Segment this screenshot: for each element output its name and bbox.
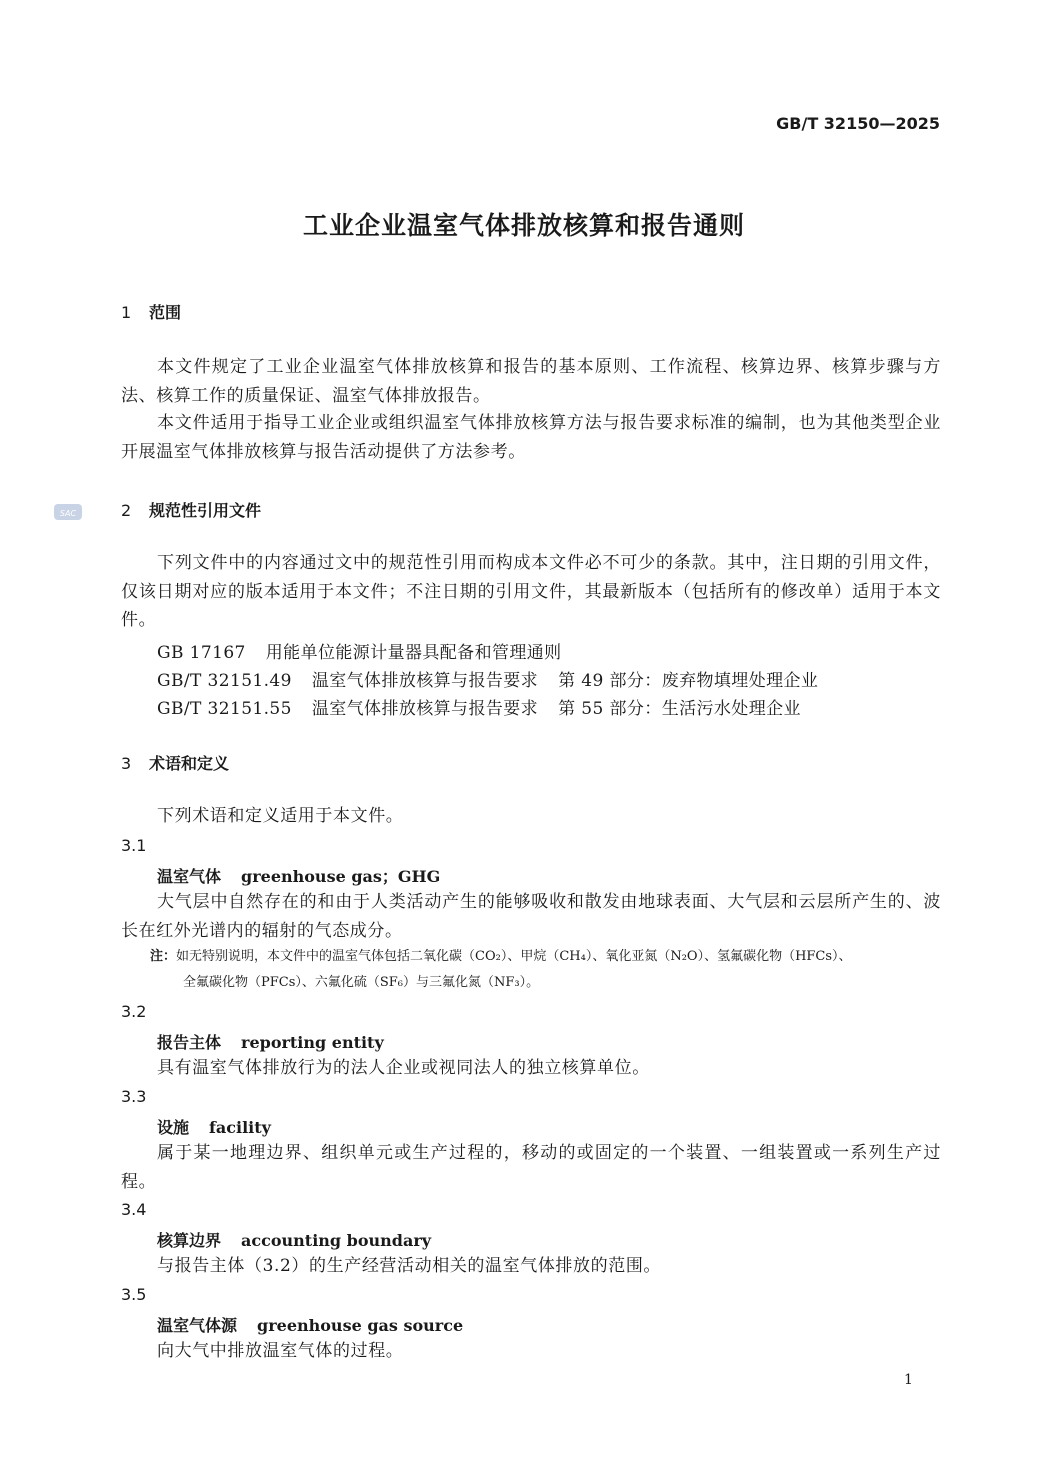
- term-number: 3.1: [121, 836, 147, 855]
- reference-title: 温室气体排放核算与报告要求: [311, 671, 539, 691]
- section-title: 规范性引用文件: [149, 501, 262, 520]
- section-title: 术语和定义: [149, 754, 230, 773]
- note-label: 注：: [150, 949, 177, 964]
- note-text-line-1: 如无特别说明，本文件中的温室气体包括二氧化碳（CO₂）、甲烷（CH₄）、氧化亚氮（N₂O）、氢氟碳化物（HFCs）、: [176, 949, 852, 964]
- svg-text:SAC: SAC: [59, 509, 77, 518]
- term-chinese: 设施: [157, 1118, 190, 1137]
- term-chinese: 温室气体: [157, 867, 222, 886]
- section-number: 3: [121, 754, 132, 773]
- term-heading: [157, 1030, 384, 1053]
- section-number: 1: [121, 303, 132, 322]
- term-definition: 属于某一地理边界、组织单元或生产过程的，移动的或固定的一个装置、一组装置或一系列生产过程。: [121, 1143, 941, 1192]
- page-number: 1: [904, 1372, 913, 1388]
- term-note: [150, 944, 950, 996]
- term-chinese: 核算边界: [157, 1231, 222, 1250]
- note-text-line-2: 全氟碳化物（PFCs）、六氟化硫（SF₆）与三氟化氮（NF₃）。: [183, 975, 540, 990]
- terms-intro: 下列术语和定义适用于本文件。: [157, 806, 404, 826]
- reference-item: [157, 666, 818, 691]
- term-heading: [157, 1115, 271, 1138]
- reference-code: GB 17167: [157, 643, 246, 663]
- term-heading: [157, 1228, 431, 1251]
- term-heading: [157, 864, 440, 887]
- document-title: 工业企业温室气体排放核算和报告通则: [302, 211, 745, 240]
- standard-code: GB/T 32150—2025: [776, 114, 940, 133]
- section-1-heading: [121, 300, 181, 323]
- scope-paragraph-1: 本文件规定了工业企业温室气体排放核算和报告的基本原则、工作流程、核算边界、核算步骤与方法、核算工作的质量保证、温室气体排放报告。: [121, 357, 941, 406]
- reference-title: 用能单位能源计量器具配备和管理通则: [265, 643, 562, 663]
- reference-title: 温室气体排放核算与报告要求: [311, 699, 539, 719]
- term-number: 3.2: [121, 1002, 147, 1021]
- term-english: accounting boundary: [241, 1231, 432, 1250]
- reference-code: GB/T 32151.49: [157, 671, 292, 691]
- term-number: 3.3: [121, 1087, 147, 1106]
- term-number: 3.4: [121, 1200, 147, 1219]
- reference-part: 第 49 部分：废弃物填埋处理企业: [558, 671, 819, 691]
- scope-paragraph-2: 本文件适用于指导工业企业或组织温室气体排放核算方法与报告要求标准的编制，也为其他类型企业开展温室气体排放核算与报告活动提供了方法参考。: [121, 413, 941, 462]
- section-title: 范围: [149, 303, 182, 322]
- term-definition: 与报告主体（3.2）的生产经营活动相关的温室气体排放的范围。: [157, 1256, 662, 1276]
- normative-intro: 下列文件中的内容通过文中的规范性引用而构成本文件必不可少的条款。其中，注日期的引用文件，仅该日期对应的版本适用于本文件；不注日期的引用文件，其最新版本（包括所有的修改单）适用于本文件。: [121, 553, 941, 630]
- term-definition: 向大气中排放温室气体的过程。: [157, 1341, 404, 1361]
- reference-code: GB/T 32151.55: [157, 699, 292, 719]
- section-3-heading: [121, 751, 229, 774]
- term-definition: 具有温室气体排放行为的法人企业或视同法人的独立核算单位。: [157, 1058, 650, 1078]
- reference-item: [157, 694, 801, 719]
- reference-item: [157, 638, 562, 663]
- stamp-logo-icon: [53, 502, 83, 522]
- term-definition: 大气层中自然存在的和由于人类活动产生的能够吸收和散发由地球表面、大气层和云层所产生的、波长在红外光谱内的辐射的气态成分。: [121, 892, 941, 941]
- term-heading: [157, 1313, 463, 1336]
- term-english: facility: [209, 1118, 271, 1137]
- section-2-heading: [121, 498, 261, 521]
- term-english: reporting entity: [241, 1033, 384, 1052]
- term-chinese: 温室气体源: [157, 1316, 238, 1335]
- reference-part: 第 55 部分：生活污水处理企业: [558, 699, 801, 719]
- term-english: greenhouse gas；GHG: [241, 867, 441, 886]
- term-english: greenhouse gas source: [257, 1316, 464, 1335]
- term-number: 3.5: [121, 1285, 147, 1304]
- section-number: 2: [121, 501, 132, 520]
- term-chinese: 报告主体: [157, 1033, 222, 1052]
